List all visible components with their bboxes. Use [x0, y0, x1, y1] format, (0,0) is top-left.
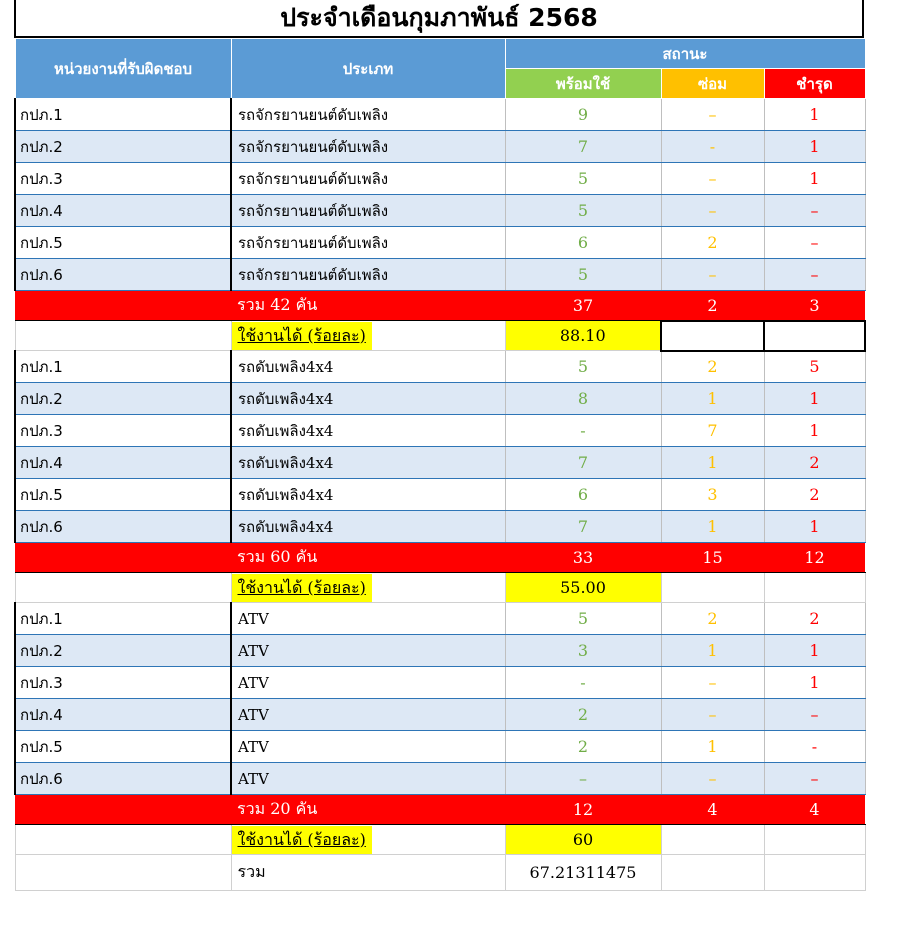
- table-row: [15, 383, 865, 415]
- unit-cell: กปภ.2: [15, 131, 231, 163]
- type-cell: ATV: [231, 667, 505, 699]
- broken-cell: 2: [764, 447, 865, 479]
- table-row: [15, 99, 865, 131]
- unit-cell: กปภ.1: [15, 99, 231, 131]
- ready-cell: 8: [505, 383, 661, 415]
- type-cell: ATV: [231, 603, 505, 635]
- total-label: รวม 20 คัน: [231, 795, 505, 825]
- table-row: [15, 163, 865, 195]
- type-cell: รถดับเพลิง4x4: [231, 511, 505, 543]
- percent-blank-1: [661, 573, 764, 603]
- broken-cell: 1: [764, 667, 865, 699]
- table-row: [15, 195, 865, 227]
- total-repair: 15: [661, 543, 764, 573]
- type-cell: รถดับเพลิง4x4: [231, 415, 505, 447]
- repair-cell: 1: [661, 447, 764, 479]
- total-empty-cell: [15, 543, 231, 573]
- repair-cell: –: [661, 99, 764, 131]
- percent-label: ใช้งานได้ (ร้อยละ): [232, 826, 372, 854]
- broken-cell: –: [764, 259, 865, 291]
- broken-cell: –: [764, 227, 865, 259]
- grand-total-blank-2: [764, 855, 865, 891]
- table-row: [15, 259, 865, 291]
- header-ready: พร้อมใช้: [505, 69, 661, 99]
- grand-total-empty: [15, 855, 231, 891]
- type-cell: รถจักรยานยนต์ดับเพลิง: [231, 195, 505, 227]
- unit-cell: กปภ.4: [15, 699, 231, 731]
- unit-cell: กปภ.5: [15, 731, 231, 763]
- total-broken: 3: [764, 291, 865, 321]
- table-row: [15, 447, 865, 479]
- type-cell: รถจักรยานยนต์ดับเพลิง: [231, 227, 505, 259]
- unit-cell: กปภ.2: [15, 635, 231, 667]
- percent-empty-cell: [15, 321, 231, 351]
- table-body: [15, 99, 865, 855]
- percent-label: ใช้งานได้ (ร้อยละ): [232, 574, 372, 602]
- percent-blank-2: [764, 573, 865, 603]
- broken-cell: 1: [764, 511, 865, 543]
- broken-cell: –: [764, 195, 865, 227]
- repair-cell: 1: [661, 383, 764, 415]
- grand-total-blank-1: [661, 855, 764, 891]
- type-cell: รถจักรยานยนต์ดับเพลิง: [231, 163, 505, 195]
- grand-total-label: รวม: [231, 855, 505, 891]
- ready-cell: 5: [505, 351, 661, 383]
- broken-cell: 5: [764, 351, 865, 383]
- broken-cell: 1: [764, 163, 865, 195]
- ready-cell: 6: [505, 479, 661, 511]
- unit-cell: กปภ.3: [15, 163, 231, 195]
- group-total-row: [15, 291, 865, 321]
- broken-cell: 2: [764, 603, 865, 635]
- type-cell: รถดับเพลิง4x4: [231, 447, 505, 479]
- percent-blank-2: [764, 825, 865, 855]
- type-cell: รถจักรยานยนต์ดับเพลิง: [231, 131, 505, 163]
- broken-cell: 1: [764, 415, 865, 447]
- usable-percent-row: [15, 321, 865, 351]
- percent-value: 55.00: [505, 573, 661, 603]
- table-row: [15, 635, 865, 667]
- table-row: [15, 667, 865, 699]
- repair-cell: –: [661, 195, 764, 227]
- type-cell: รถดับเพลิง4x4: [231, 351, 505, 383]
- ready-cell: -: [505, 667, 661, 699]
- type-cell: รถดับเพลิง4x4: [231, 383, 505, 415]
- repair-cell: –: [661, 163, 764, 195]
- unit-cell: กปภ.6: [15, 259, 231, 291]
- repair-cell: 2: [661, 351, 764, 383]
- repair-cell: –: [661, 699, 764, 731]
- total-broken: 12: [764, 543, 865, 573]
- percent-value: 88.10: [505, 321, 661, 351]
- total-repair: 4: [661, 795, 764, 825]
- table-row: [15, 763, 865, 795]
- percent-blank-1: [661, 321, 764, 351]
- unit-cell: กปภ.6: [15, 763, 231, 795]
- table-row: [15, 479, 865, 511]
- repair-cell: 3: [661, 479, 764, 511]
- total-repair: 2: [661, 291, 764, 321]
- header-unit: หน่วยงานที่รับผิดชอบ: [15, 39, 231, 99]
- usable-percent-row: [15, 825, 865, 855]
- ready-cell: 3: [505, 635, 661, 667]
- percent-blank-1: [661, 825, 764, 855]
- broken-cell: 1: [764, 635, 865, 667]
- table-row: [15, 415, 865, 447]
- table-row: [15, 227, 865, 259]
- unit-cell: กปภ.3: [15, 667, 231, 699]
- percent-label-cell: [231, 825, 505, 855]
- total-broken: 4: [764, 795, 865, 825]
- header-type: ประเภท: [231, 39, 505, 99]
- unit-cell: กปภ.5: [15, 227, 231, 259]
- ready-cell: 7: [505, 447, 661, 479]
- ready-cell: 2: [505, 731, 661, 763]
- unit-cell: กปภ.5: [15, 479, 231, 511]
- header-repair: ซ่อม: [661, 69, 764, 99]
- group-total-row: [15, 795, 865, 825]
- ready-cell: 5: [505, 195, 661, 227]
- ready-cell: 2: [505, 699, 661, 731]
- total-empty-cell: [15, 795, 231, 825]
- broken-cell: –: [764, 699, 865, 731]
- repair-cell: 2: [661, 603, 764, 635]
- broken-cell: 1: [764, 383, 865, 415]
- unit-cell: กปภ.1: [15, 351, 231, 383]
- type-cell: ATV: [231, 699, 505, 731]
- repair-cell: –: [661, 667, 764, 699]
- total-ready: 33: [505, 543, 661, 573]
- ready-cell: -: [505, 415, 661, 447]
- type-cell: รถดับเพลิง4x4: [231, 479, 505, 511]
- percent-blank-2: [764, 321, 865, 351]
- percent-empty-cell: [15, 825, 231, 855]
- usable-percent-row: [15, 573, 865, 603]
- broken-cell: -: [764, 731, 865, 763]
- ready-cell: –: [505, 763, 661, 795]
- grand-total-row: [15, 855, 865, 891]
- header-status: สถานะ: [505, 39, 865, 69]
- ready-cell: 5: [505, 259, 661, 291]
- type-cell: รถจักรยานยนต์ดับเพลิง: [231, 99, 505, 131]
- broken-cell: 1: [764, 131, 865, 163]
- table-row: [15, 511, 865, 543]
- repair-cell: 1: [661, 511, 764, 543]
- unit-cell: กปภ.4: [15, 195, 231, 227]
- broken-cell: 1: [764, 99, 865, 131]
- percent-empty-cell: [15, 573, 231, 603]
- ready-cell: 6: [505, 227, 661, 259]
- unit-cell: กปภ.6: [15, 511, 231, 543]
- total-ready: 12: [505, 795, 661, 825]
- percent-label-cell: [231, 321, 505, 351]
- grand-total-value: 67.21311475: [505, 855, 661, 891]
- unit-cell: กปภ.1: [15, 603, 231, 635]
- unit-cell: กปภ.3: [15, 415, 231, 447]
- repair-cell: 1: [661, 731, 764, 763]
- report-sheet: [14, 0, 864, 891]
- report-title: ประจำเดือนกุมภาพันธ์ 2568: [14, 0, 864, 38]
- ready-cell: 9: [505, 99, 661, 131]
- table-row: [15, 699, 865, 731]
- table-row: [15, 131, 865, 163]
- ready-cell: 7: [505, 131, 661, 163]
- unit-cell: กปภ.4: [15, 447, 231, 479]
- group-total-row: [15, 543, 865, 573]
- repair-cell: –: [661, 259, 764, 291]
- type-cell: ATV: [231, 731, 505, 763]
- broken-cell: 2: [764, 479, 865, 511]
- unit-cell: กปภ.2: [15, 383, 231, 415]
- ready-cell: 5: [505, 163, 661, 195]
- repair-cell: -: [661, 131, 764, 163]
- broken-cell: –: [764, 763, 865, 795]
- repair-cell: 7: [661, 415, 764, 447]
- table-row: [15, 351, 865, 383]
- total-ready: 37: [505, 291, 661, 321]
- table-row: [15, 731, 865, 763]
- total-label: รวม 60 คัน: [231, 543, 505, 573]
- ready-cell: 5: [505, 603, 661, 635]
- header-broken: ชำรุด: [764, 69, 865, 99]
- ready-cell: 7: [505, 511, 661, 543]
- percent-label-cell: [231, 573, 505, 603]
- repair-cell: 1: [661, 635, 764, 667]
- type-cell: รถจักรยานยนต์ดับเพลิง: [231, 259, 505, 291]
- type-cell: ATV: [231, 635, 505, 667]
- table-row: [15, 603, 865, 635]
- type-cell: ATV: [231, 763, 505, 795]
- percent-value: 60: [505, 825, 661, 855]
- vehicle-status-table: [14, 38, 866, 891]
- total-empty-cell: [15, 291, 231, 321]
- percent-label: ใช้งานได้ (ร้อยละ): [232, 322, 372, 350]
- total-label: รวม 42 คัน: [231, 291, 505, 321]
- repair-cell: 2: [661, 227, 764, 259]
- repair-cell: –: [661, 763, 764, 795]
